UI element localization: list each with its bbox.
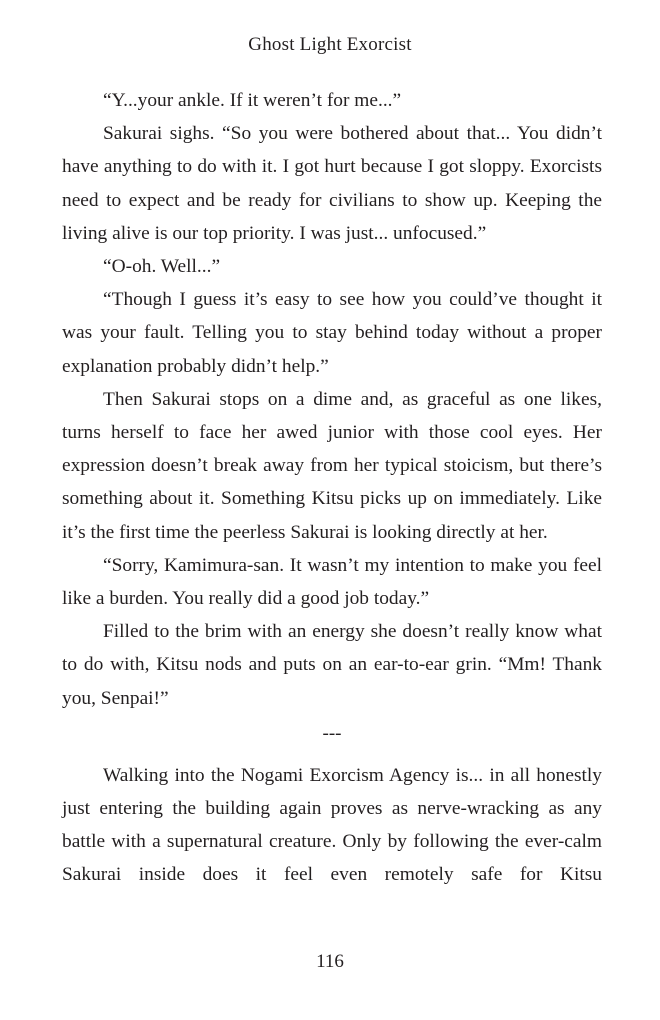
- paragraph: Then Sakurai stops on a dime and, as graceful as one likes, turns herself to face her awed junior with those cool eyes. Her expression doesn’t break away from her typical stoicism, but there’s something about it. Something Kitsu picks up on immediately. Like it’s the first time the peerless Sakurai is looking directly at her.: [62, 388, 602, 543]
- paragraph: Walking into the Nogami Exorcism Agency is... in all honestly just entering the building again proves as nerve-wracking as any battle with a supernatural creature. Only by following the ever-calm Sakurai inside does it feel even remotely safe for Kitsu: [62, 764, 602, 886]
- paragraph: “O-oh. Well...”: [103, 256, 221, 278]
- body-text: [62, 84, 602, 892]
- running-header: Ghost Light Exorcist: [248, 34, 412, 55]
- paragraph: Filled to the brim with an energy she doesn’t really know what to do with, Kitsu nods and puts on an ear-to-ear grin. “Mm! Thank you, Senpai!”: [62, 621, 602, 709]
- page-number: 116: [316, 951, 344, 972]
- paragraph: “Sorry, Kamimura-san. It wasn’t my intention to make you feel like a burden. You really did a good job today.”: [62, 554, 602, 610]
- paragraph: “Though I guess it’s easy to see how you could’ve thought it was your fault. Telling you to stay behind today without a proper explanation probably didn’t help.”: [62, 289, 602, 377]
- scene-break: ---: [322, 722, 342, 744]
- paragraph: “Y...your ankle. If it weren’t for me...”: [103, 90, 402, 111]
- paragraph: Sakurai sighs. “So you were bothered about that... You didn’t have anything to do with it. I got hurt because I got sloppy. Exorcists need to expect and be ready for civilians to show up. Keeping the living alive is our top priority. I was just... unfocused.”: [62, 123, 602, 244]
